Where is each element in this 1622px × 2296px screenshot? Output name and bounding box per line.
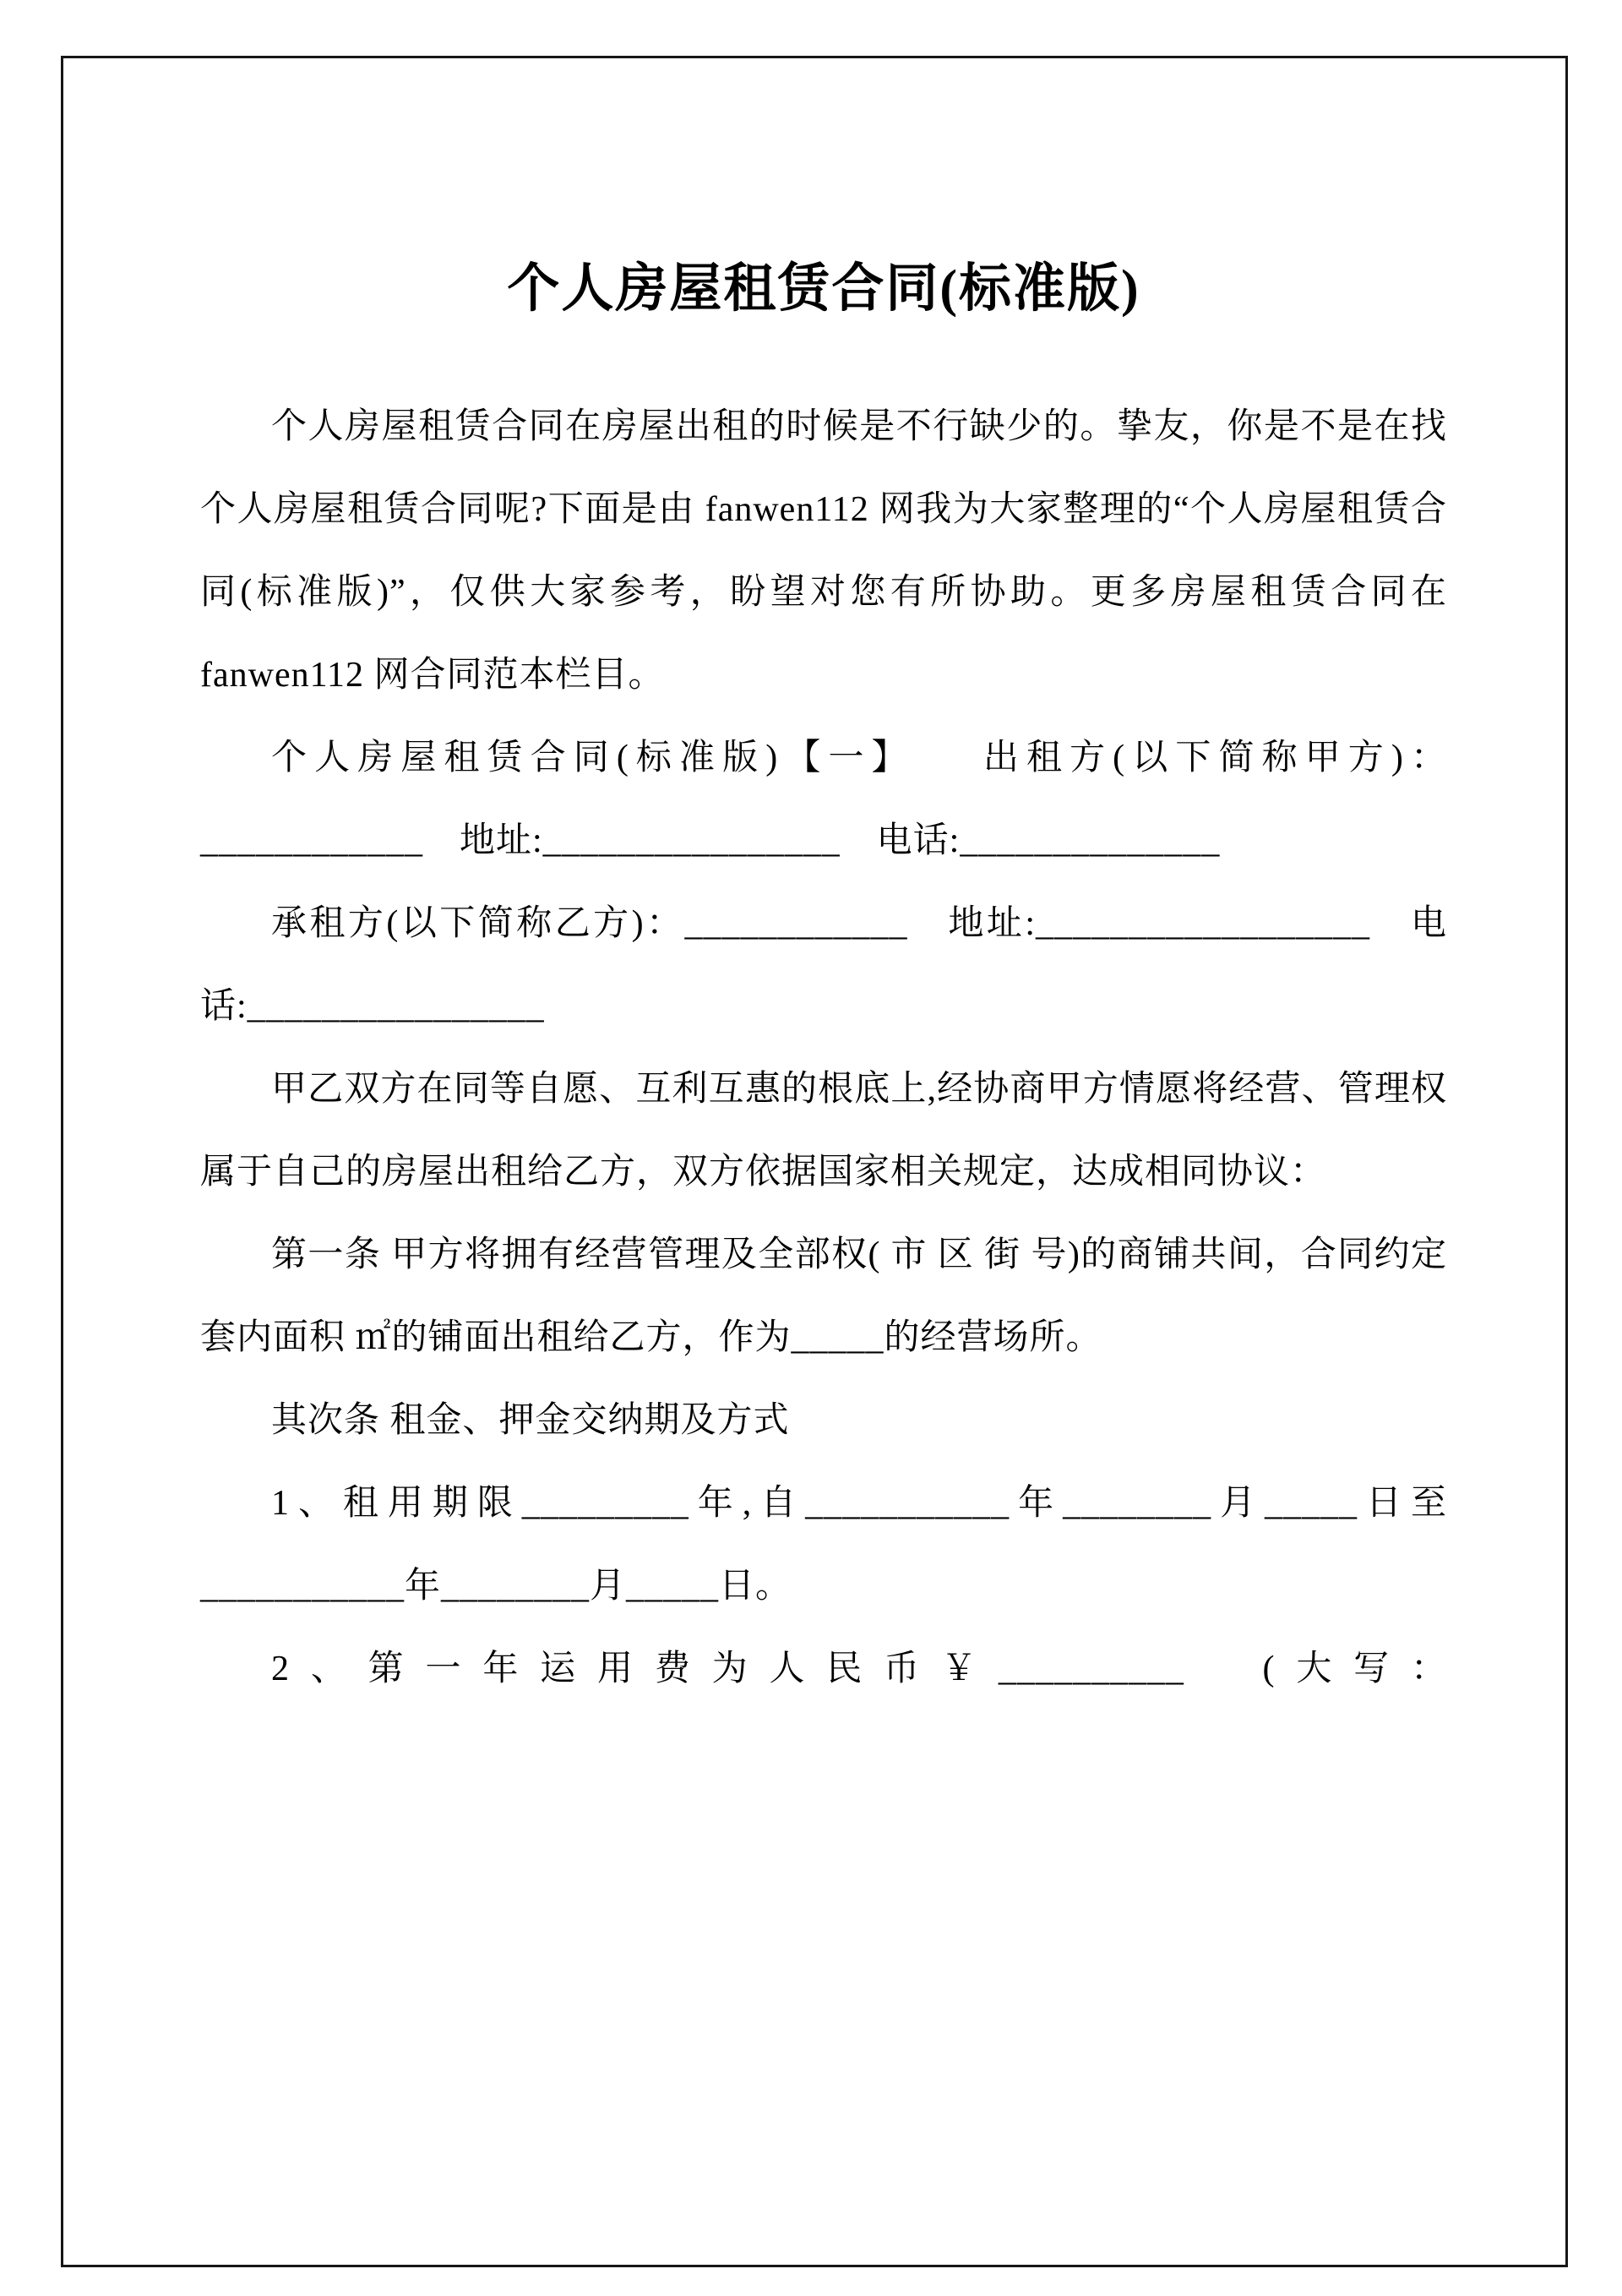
paragraph-clause-2-item-2: 2、第一年运用费为人民币￥__________ (大写： bbox=[271, 1650, 1447, 1689]
paragraph-lessee: 承租方(以下简称乙方)：____________ 地址:__________________ 电话:________________ bbox=[200, 904, 1447, 1027]
paragraph-clause-1: 第一条 甲方将拥有经营管理及全部权( 市 区 街 号)的商铺共间，合同约定套内面积 ㎡的铺面出租给乙方，作为_____的经营场所。 bbox=[200, 1235, 1447, 1358]
page-border-frame bbox=[61, 56, 1568, 2267]
paragraph-agreement-basis: 甲乙双方在同等自愿、互利互惠的根底上,经协商甲方情愿将经营、管理权属于自己的房屋出租给乙方，双方依据国家相关规定，达成相同协议： bbox=[200, 1070, 1447, 1192]
paragraph-lessor: 个人房屋租赁合同(标准版)【一】 出租方(以下简称甲方)：____________ 地址:________________ 电话:______________ bbox=[200, 739, 1447, 861]
paragraph-clause-2-item-1: 1、租用期限_________年,自___________年________月_____日至___________年________月_____日。 bbox=[200, 1484, 1447, 1606]
document-title: 个人房屋租赁合同(标准版) bbox=[507, 260, 1140, 318]
paragraph-clause-2-heading: 其次条 租金、押金交纳期及方式 bbox=[271, 1401, 790, 1441]
paragraph-intro: 个人房屋租赁合同在房屋出租的时候是不行缺少的。挚友，你是不是在找个人房屋租赁合同呢?下面是由 fanwen112 网我为大家整理的“个人房屋租赁合同(标准版)”，仅供大家参考，盼望对您有所协助。更多房屋租赁合同在 fanwen112 网合同范本栏目。 bbox=[200, 407, 1447, 695]
